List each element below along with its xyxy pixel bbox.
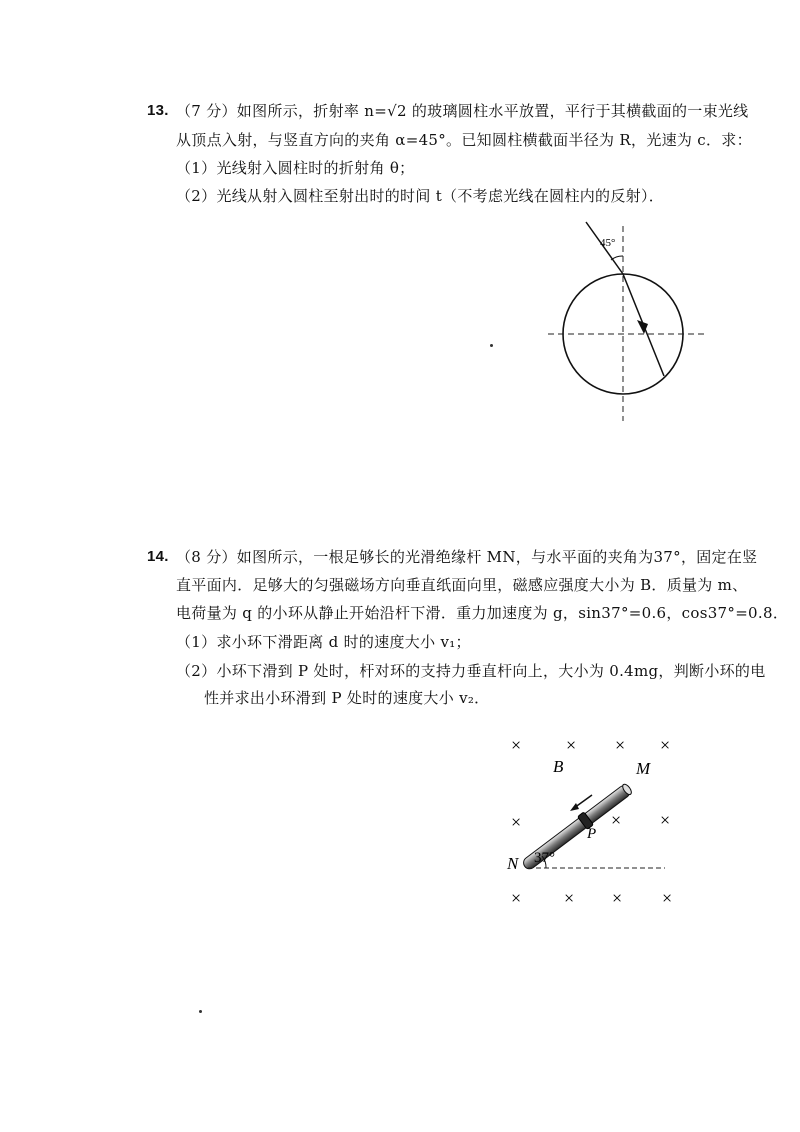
field-cross-icon: × [511, 888, 522, 908]
rod-end-label-m: M [636, 759, 651, 778]
field-cross-icon: × [615, 735, 626, 755]
field-cross-icon: × [611, 810, 622, 830]
cylinder-refraction-figure [540, 216, 710, 426]
subquestion-2: （2）小环下滑到 P 处时，杆对环的支持力垂直杆向上，大小为 0.4mg，判断小环的电 [176, 662, 766, 680]
field-label-b: B [553, 757, 564, 776]
subquestion-2: （2）光线从射入圆柱至射出时的时间 t（不考虑光线在圆柱内的反射）． [176, 187, 665, 205]
field-cross-icon: × [564, 888, 575, 908]
problem-text-line: 电荷量为 q 的小环从静止开始沿杆下滑．重力加速度为 g，sin37°=0.6，cos37°=0.8． [176, 604, 789, 622]
ring-position-label-p: P [587, 826, 597, 842]
field-cross-icon: × [511, 812, 522, 832]
subquestion-1: （1）求小环下滑距离 d 时的速度大小 v₁； [176, 633, 471, 651]
problem-text-line: 直平面内．足够大的匀强磁场方向垂直纸面向里，磁感应强度大小为 B．质量为 m、 [176, 576, 748, 594]
stray-dot [199, 1010, 202, 1013]
angle-label: 45° [600, 237, 616, 249]
subquestion-2-continued: 性并求出小环滑到 P 处时的速度大小 v₂． [204, 689, 490, 707]
rod-magnetic-field-figure [500, 728, 700, 918]
problem-text-line: （7 分）如图所示，折射率 n=√2 的玻璃圆柱水平放置，平行于其横截面的一束光线 [176, 102, 749, 120]
field-cross-icon: × [660, 735, 671, 755]
field-cross-icon: × [660, 810, 671, 830]
problem-number: 14. [147, 548, 169, 565]
motion-arrowhead-icon [570, 803, 579, 811]
problem-text-line: （8 分）如图所示，一根足够长的光滑绝缘杆 MN，与水平面的夹角为37°，固定在竖 [176, 548, 758, 566]
problem-number: 13. [147, 102, 169, 119]
field-cross-icon: × [662, 888, 673, 908]
stray-dot [490, 344, 493, 347]
field-cross-icon: × [612, 888, 623, 908]
field-cross-icon: × [566, 735, 577, 755]
angle-label: 37° [534, 850, 555, 866]
field-cross-icon: × [511, 735, 522, 755]
subquestion-1: （1）光线射入圆柱时的折射角 θ； [176, 159, 415, 177]
rod-end-label-n: N [507, 854, 519, 873]
problem-text-line: 从顶点入射，与竖直方向的夹角 α=45°。已知圆柱横截面半径为 R，光速为 c．求： [176, 131, 752, 149]
